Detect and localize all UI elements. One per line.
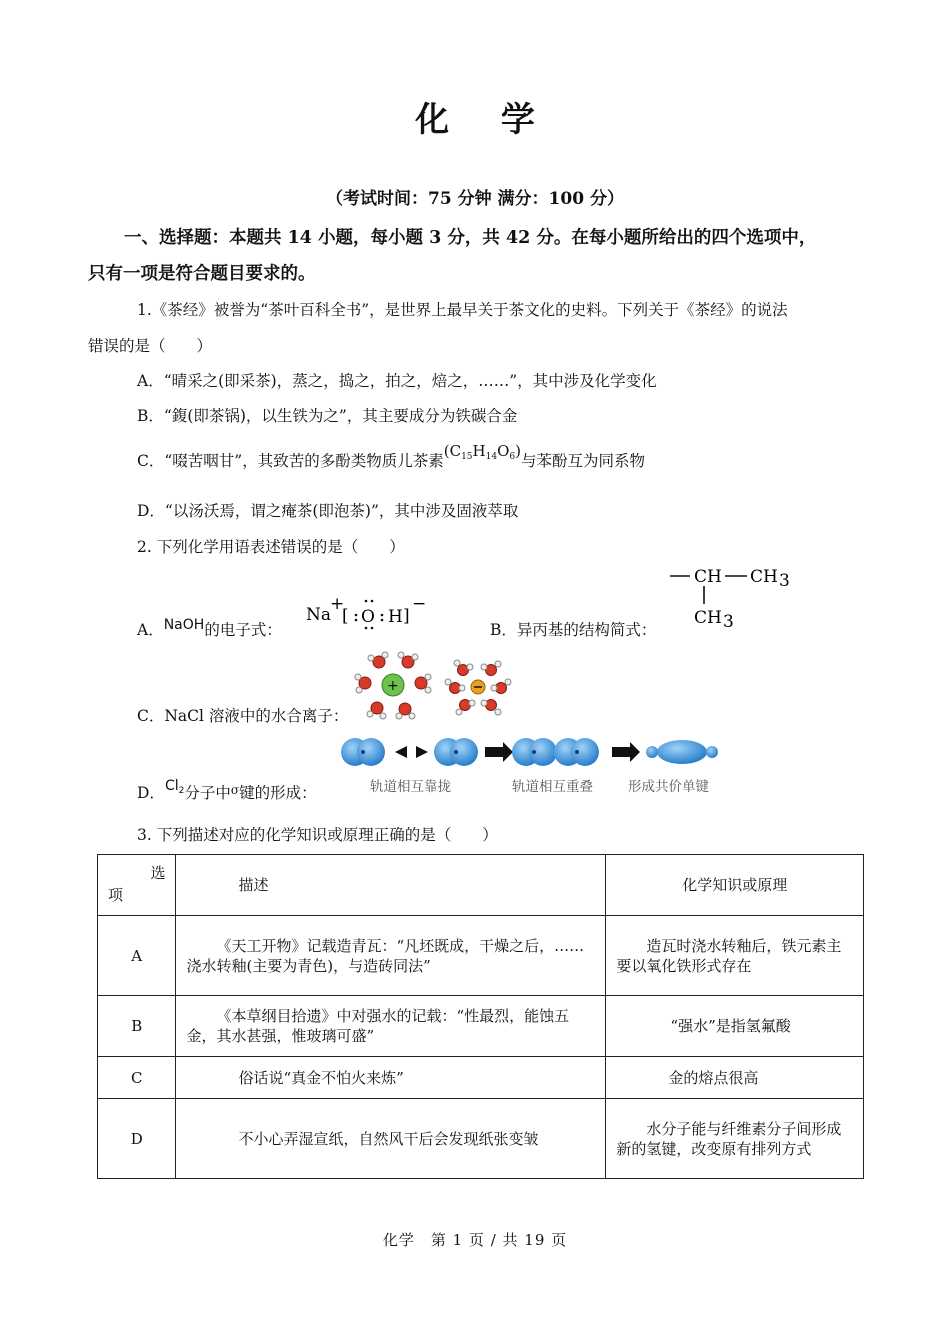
q3-stem: 3. 下列描述对应的化学知识或原理正确的是（ ） (137, 826, 498, 844)
q2-option-b: B．异丙基的结构简式： (490, 621, 657, 639)
svg-text:[: [ (342, 606, 349, 626)
q1-option-c (137, 442, 645, 472)
section-heading-line2: 只有一项是符合题目要求的。 (88, 264, 316, 284)
q1-stem-line1: 1.《茶经》被誉为“茶叶百科全书”，是世界上最早关于茶文化的史料。下列关于《茶经》的说法 (137, 301, 788, 319)
row-description: 俗话说“真金不怕火来炼” (176, 1057, 606, 1099)
q1-option-c-post: 与苯酚互为同系物 (520, 452, 645, 470)
row-option: C (98, 1057, 176, 1099)
svg-text:CH: CH (694, 608, 722, 628)
row-option: A (98, 916, 176, 996)
row-description: 不小心弄湿宣纸，自然风干后会发现纸张变皱 (176, 1099, 606, 1179)
hydrated-cation (355, 652, 431, 719)
table-row (98, 916, 864, 996)
o-symbol: O (361, 607, 375, 627)
header-principle: 化学知识或原理 (606, 855, 864, 916)
q2-option-a: A．NaOH的电子式： (137, 617, 282, 639)
q1-option-a: A．“晴采之(即采茶)，蒸之，捣之，拍之，焙之，……”，其中涉及化学变化 (137, 372, 657, 390)
na-symbol: Na (306, 605, 332, 625)
h-symbol: H (388, 607, 403, 627)
row-principle: 造瓦时浇水转釉后，铁元素主要以氧化铁形式存在 (606, 916, 864, 996)
hydrated-ions-diagram (353, 650, 523, 722)
row-option: D (98, 1099, 176, 1179)
header-description: 描述 (176, 855, 606, 916)
q2-option-c: C．NaCl 溶液中的水合离子： (137, 707, 349, 725)
row-description: 《本草纲目拾遗》中对强水的记载：“性最烈，能蚀五金，其水甚强，惟玻璃可盛” (176, 996, 606, 1057)
plus-charge: + (330, 594, 345, 614)
isopropyl-structure (668, 562, 798, 632)
svg-text:CH: CH (694, 567, 722, 587)
naoh-electron-formula (304, 594, 434, 634)
caption-overlap: 轨道相互重叠 (512, 779, 593, 795)
row-principle: “强水”是指氢氟酸 (606, 996, 864, 1057)
q2-option-d: D．$Cl_2$分子中$^\sigma$键的形成： (137, 778, 317, 802)
catechin-formula: $(C_{15}H_{14}O_6)$ (443, 442, 521, 462)
exam-info: （考试时间：75 分钟 满分：100 分） (326, 189, 624, 209)
cl2-formula: $Cl_2$ (164, 778, 185, 796)
single-bond (646, 740, 718, 764)
q1-option-c-pre: C．“啜苦咽甘”，其致苦的多酚类物质儿茶素 (137, 452, 444, 470)
table-row (98, 996, 864, 1057)
section-heading-line1: 一、选择题：本题共 14 小题，每小题 3 分，共 42 分。在每小题所给出的四个选项中， (124, 228, 817, 248)
orbitals-approach (341, 738, 478, 766)
row-principle: 金的熔点很高 (606, 1057, 864, 1099)
naoh-formula: NaOH (163, 617, 205, 633)
row-principle: 水分子能与纤维素分子间形成新的氢键，改变原有排列方式 (606, 1099, 864, 1179)
orbitals-overlap (512, 738, 599, 766)
table-header-row (98, 855, 864, 916)
row-option: B (98, 996, 176, 1057)
hydrated-anion (445, 660, 511, 715)
q1-option-b: B．“鍑(即茶锅)，以生铁为之”，其主要成分为铁碳合金 (137, 407, 518, 425)
caption-approach: 轨道相互靠拢 (370, 779, 451, 795)
q3-table (97, 854, 864, 1179)
svg-text:3: 3 (723, 612, 734, 632)
minus-charge: − (412, 594, 427, 614)
q1-stem-line2: 错误的是（ ） (88, 337, 213, 355)
header-option: 选 项 (98, 855, 176, 916)
sigma-symbol: σ (230, 783, 240, 797)
svg-text:CH: CH (750, 567, 778, 587)
table-row (98, 1099, 864, 1179)
page-title: 化 学 (415, 100, 555, 140)
row-description: 《天工开物》记载造青瓦：“凡坯既成，干燥之后，……浇水转釉(主要为青色)，与造砖同法” (176, 916, 606, 996)
table-row (98, 1057, 864, 1099)
q1-option-d: D．“以汤沃焉，谓之痷茶(即泡茶)”，其中涉及固液萃取 (137, 502, 519, 520)
page-footer: 化学 第 1 页 / 共 19 页 (382, 1231, 568, 1249)
sigma-bond-formation-diagram (340, 734, 730, 798)
svg-text:3: 3 (779, 571, 790, 591)
svg-text:]: ] (403, 606, 410, 626)
caption-single-bond: 形成共价单键 (628, 779, 709, 795)
q2-stem: 2. 下列化学用语表述错误的是（ ） (137, 538, 405, 556)
svg-text:+: + (387, 678, 399, 694)
